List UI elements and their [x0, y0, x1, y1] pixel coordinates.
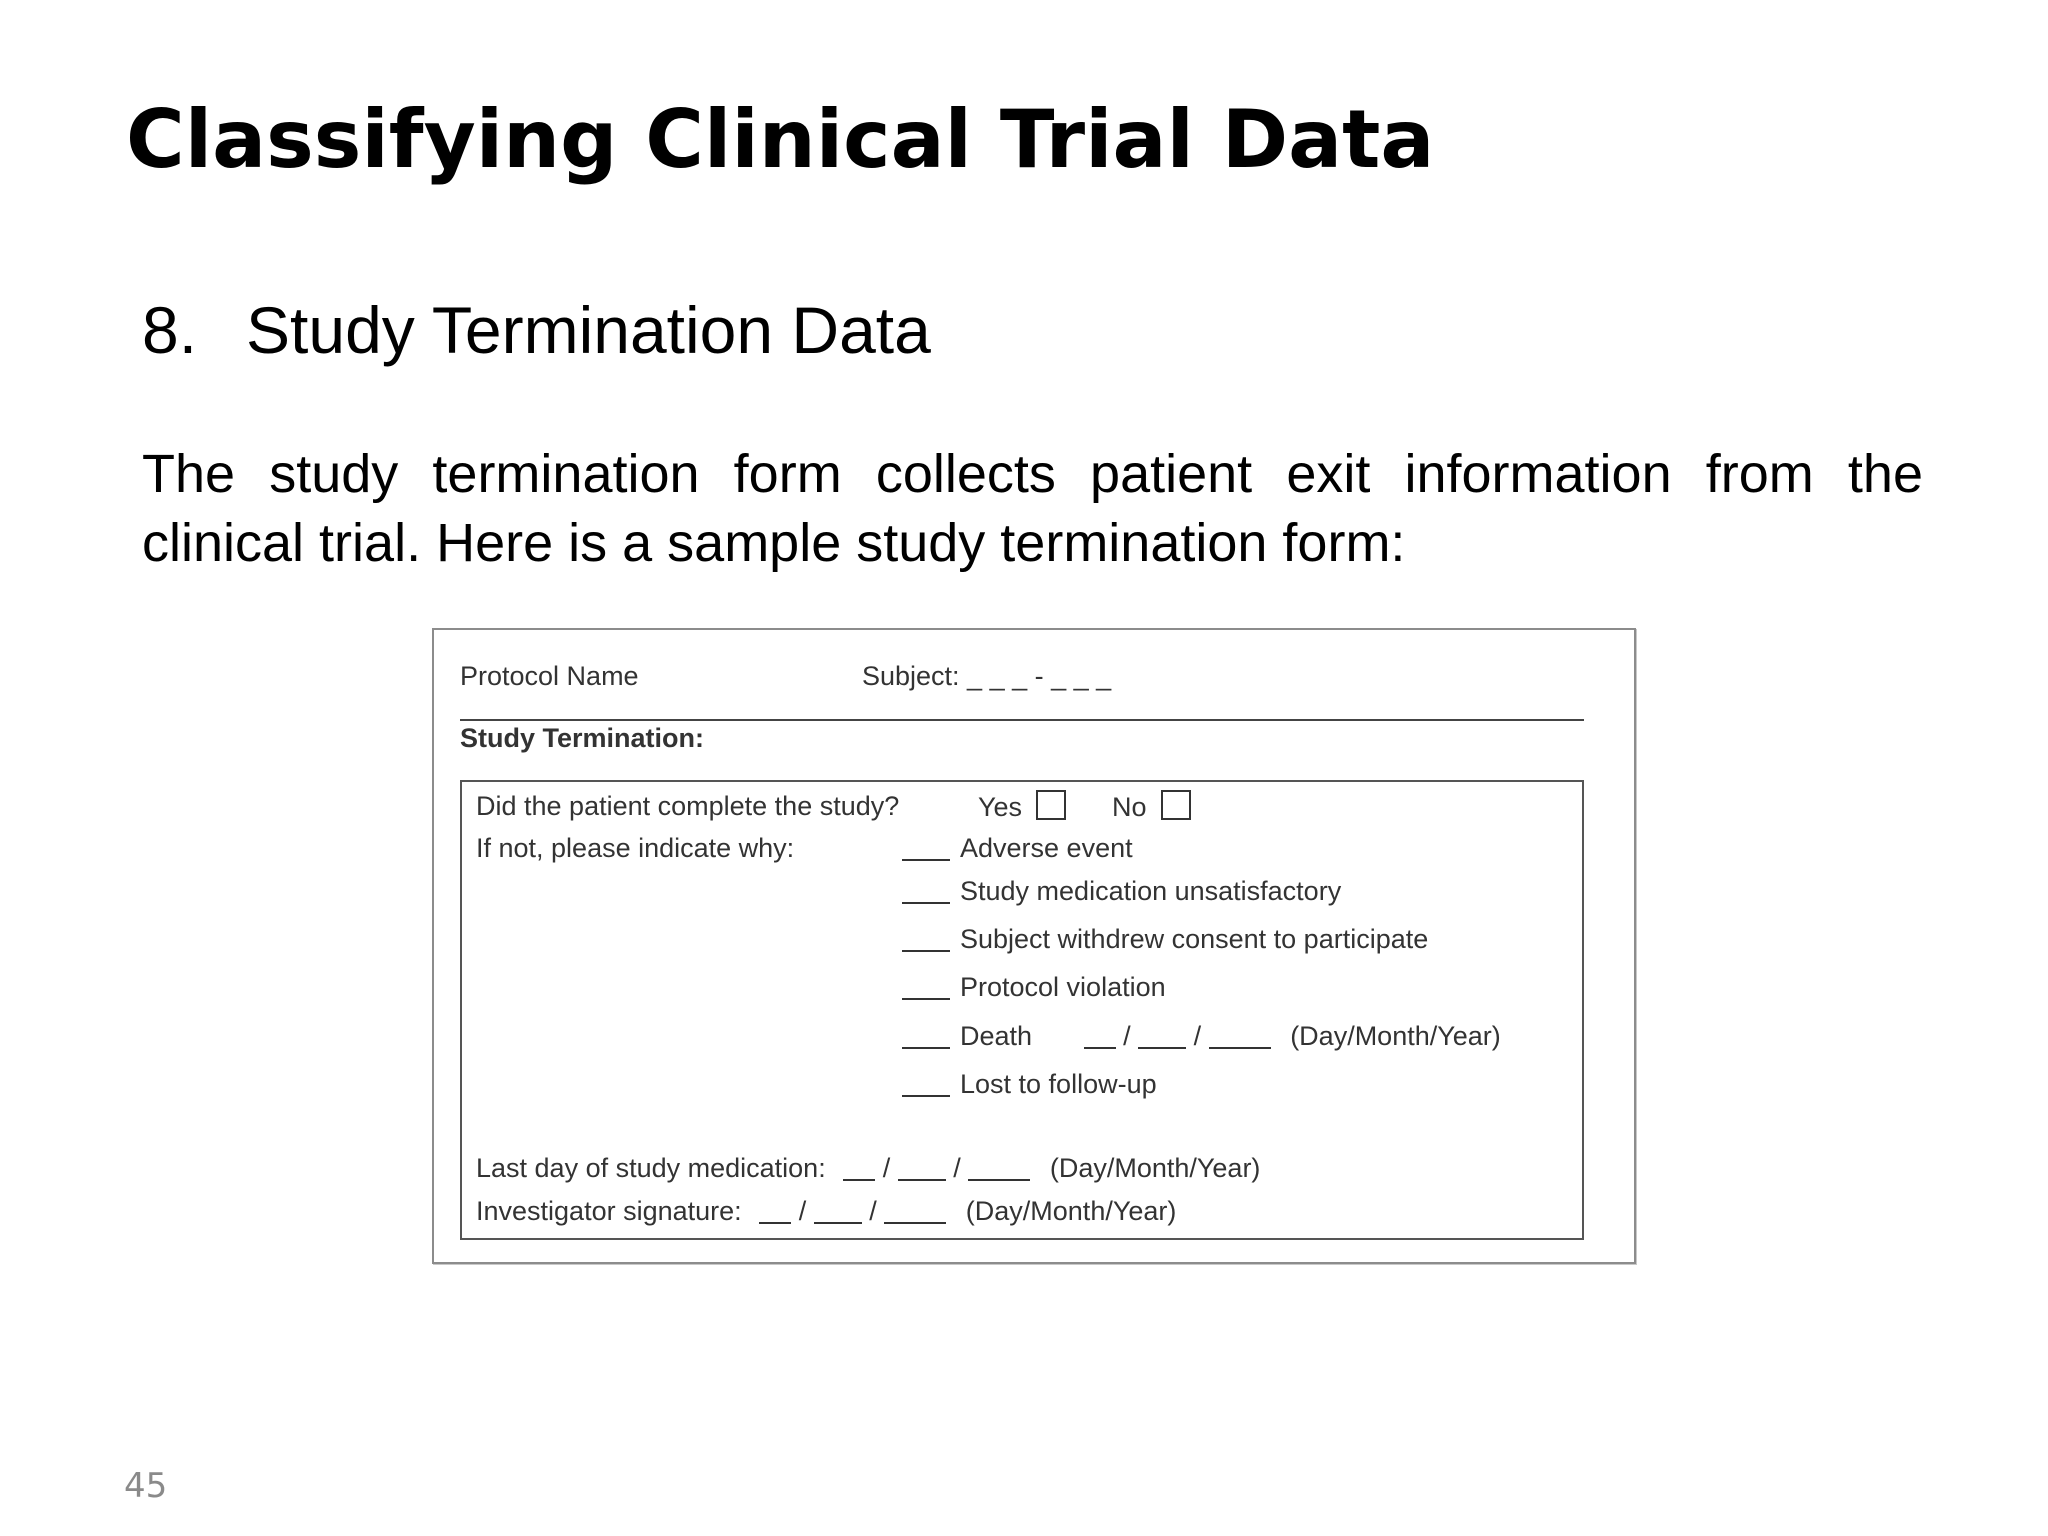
reason-label: Protocol violation	[960, 972, 1166, 1002]
section-title: Study Termination:	[460, 723, 705, 753]
year-blank	[884, 1198, 946, 1224]
reason-label: Study medication unsatisfactory	[960, 876, 1342, 906]
heading-text: Study Termination Data	[246, 293, 931, 367]
yes-checkbox	[1036, 790, 1066, 820]
day-blank	[759, 1198, 791, 1224]
page-number: 45	[124, 1466, 168, 1506]
no-checkbox	[1161, 790, 1191, 820]
month-blank	[898, 1155, 946, 1181]
reason-label: Death	[960, 1021, 1033, 1051]
no-label: No	[1112, 792, 1147, 822]
no-option	[1112, 790, 1191, 823]
investigator-signature-line	[476, 1195, 1176, 1227]
header-divider	[460, 719, 1584, 721]
reason-item	[902, 1068, 1157, 1100]
slide-title: Classifying Clinical Trial Data	[126, 93, 1435, 186]
day-blank	[843, 1155, 875, 1181]
reason-item	[902, 832, 1133, 864]
month-blank	[814, 1198, 862, 1224]
last-day-medication-line	[476, 1152, 1260, 1184]
reason-label: Subject withdrew consent to participate	[960, 924, 1429, 954]
reason-label: Adverse event	[960, 833, 1133, 863]
reason-item	[902, 923, 1428, 955]
date-slash: /	[1123, 1021, 1131, 1051]
description-paragraph: The study termination form collects patient exit information from the clinical trial. Here is a sample study termination form:	[142, 444, 1923, 573]
reason-blank	[902, 926, 950, 952]
date-slash: /	[869, 1196, 877, 1226]
reason-blank	[902, 835, 950, 861]
heading-number: 8.	[142, 293, 198, 367]
last-day-label: Last day of study medication:	[476, 1153, 826, 1183]
date-format-hint: (Day/Month/Year)	[1290, 1021, 1501, 1051]
reason-item	[902, 875, 1341, 907]
yes-label: Yes	[978, 792, 1023, 822]
month-blank	[1138, 1023, 1186, 1049]
year-blank	[1209, 1023, 1271, 1049]
yes-option	[978, 790, 1066, 823]
study-termination-form-image	[432, 628, 1636, 1264]
subject-label: Subject: _ _ _ - _ _ _	[862, 661, 1112, 691]
reason-item	[902, 971, 1166, 1003]
reason-blank	[902, 878, 950, 904]
date-slash: /	[798, 1196, 807, 1226]
date-format-hint: (Day/Month/Year)	[1049, 1153, 1261, 1183]
date-slash: /	[953, 1153, 961, 1183]
signature-label: Investigator signature:	[476, 1196, 742, 1226]
date-format-hint: (Day/Month/Year)	[965, 1196, 1177, 1226]
reason-blank	[902, 1023, 950, 1049]
date-slash: /	[1193, 1021, 1202, 1051]
termination-box	[460, 780, 1584, 1240]
day-blank	[1084, 1023, 1116, 1049]
reason-prompt: If not, please indicate why:	[476, 833, 795, 863]
year-blank	[968, 1155, 1030, 1181]
reason-blank	[902, 974, 950, 1000]
reason-item-death	[902, 1020, 1501, 1052]
section-heading	[142, 290, 931, 370]
reason-blank	[902, 1071, 950, 1097]
date-slash: /	[882, 1153, 891, 1183]
reason-label: Lost to follow-up	[960, 1069, 1157, 1099]
protocol-name-label: Protocol Name	[460, 661, 639, 691]
completion-question: Did the patient complete the study?	[476, 791, 900, 821]
